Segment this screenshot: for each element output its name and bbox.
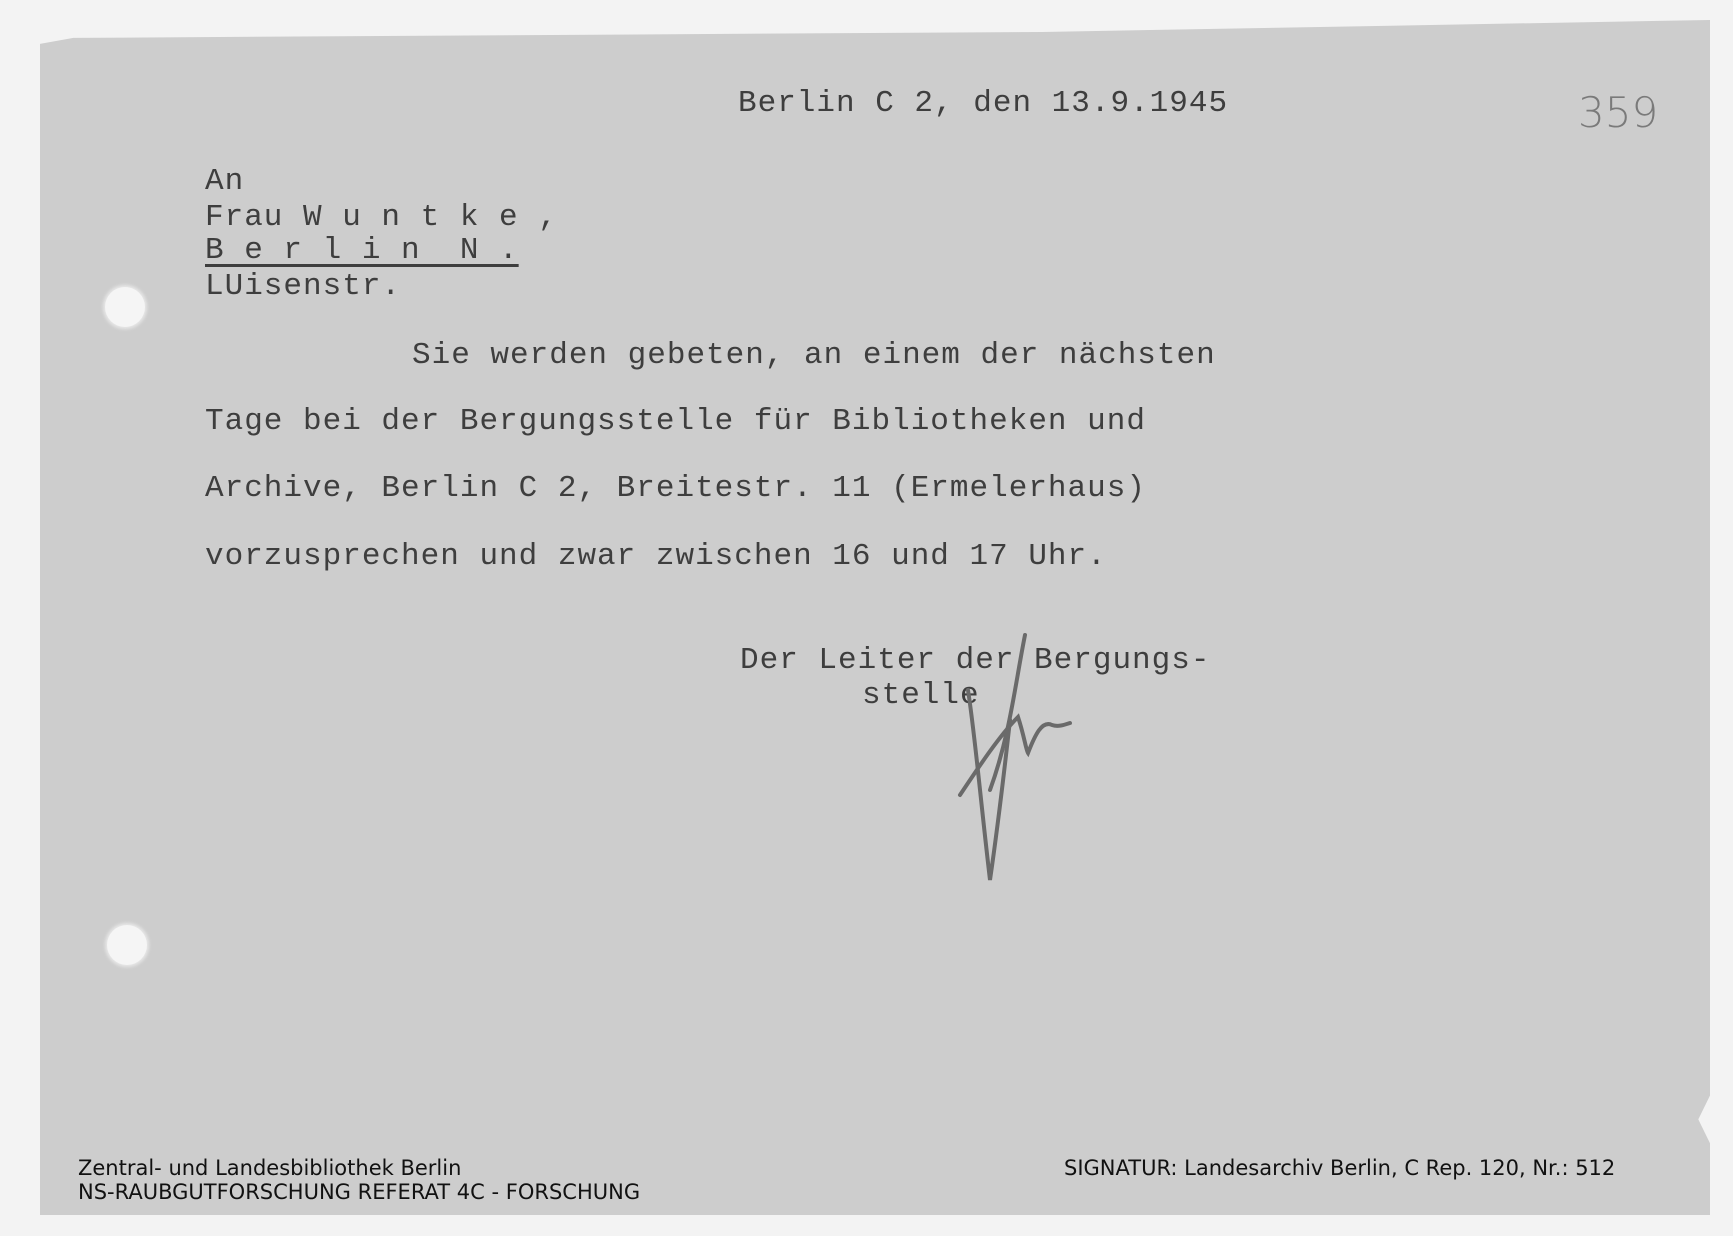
body-line: Sie werden gebeten, an einem der nächsten: [412, 338, 1216, 373]
recipient-name: Frau W u n t k e ,: [205, 200, 558, 235]
footer-institution-line2: NS-RAUBGUTFORSCHUNG REFERAT 4C - FORSCHUNG: [78, 1180, 641, 1204]
punch-hole-top: [105, 287, 145, 327]
body-line: vorzusprechen und zwar zwischen 16 und 17 Uhr.: [205, 539, 1107, 574]
footer-institution-line1: Zentral- und Landesbibliothek Berlin: [78, 1156, 462, 1180]
recipient-street: LUisenstr.: [205, 269, 402, 304]
body-line: Tage bei der Bergungsstelle für Bibliotheken und: [205, 404, 1146, 439]
dateline: Berlin C 2, den 13.9.1945: [738, 86, 1229, 121]
recipient-city: B e r l i n N .: [205, 233, 519, 268]
handwritten-signature: [940, 625, 1090, 885]
body-line: Archive, Berlin C 2, Breitestr. 11 (Ermelerhaus): [205, 471, 1146, 506]
recipient-salutation: An: [205, 164, 245, 199]
punch-hole-bottom: [107, 925, 147, 965]
closing-title-cont: stelle: [862, 678, 980, 713]
footer-signature-ref: SIGNATUR: Landesarchiv Berlin, C Rep. 120, Nr.: 512: [1064, 1156, 1616, 1180]
closing-title: Der Leiter der Bergungs-: [740, 643, 1211, 678]
page-number: 359: [1578, 88, 1659, 137]
